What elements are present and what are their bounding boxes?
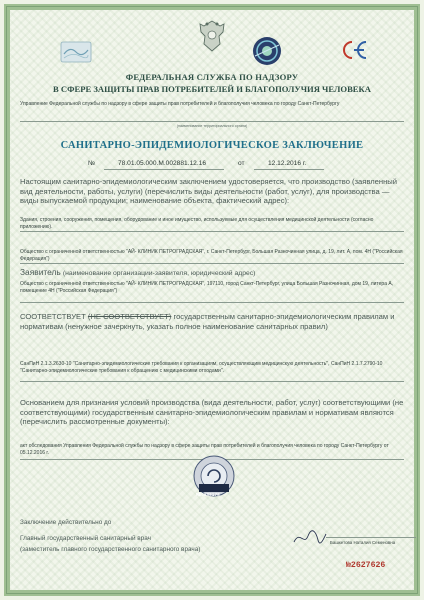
compliance-detail: СанПиН 2.1.3.2630-10 "Санитарно-эпидемиологические требования к организациям, осуществляющим медицинскую деятельность", СанПиН 2.1.7.2790-10 "Санитарно-эпидемиологические требования к обращению с медицинскими отходами".: [20, 361, 383, 374]
intro-detail: Здания, строения, сооружения, помещения, оборудование и иное имущество, используемые для осуществления медицинской деятельности (согласно приложению).: [20, 217, 374, 230]
compliance-text: государственным санитарно-эпидемиологическим правилам и нормативам (ненужное зачеркнуть, указать полное наименование санитарных правил): [20, 312, 395, 331]
basis-text: Основанием для признания условий производства (вида деятельности, работ, услуг) соответствующими (не соответствующими) государственным санитарно-эпидемиологическим правилам и нормативам являются (перечислить рассмотренные документы):: [20, 398, 404, 427]
address-underline: [20, 263, 404, 264]
applicant-heading: [20, 268, 404, 279]
object-address: Общество с ограниченной ответственностью "АЙ- КЛИНИК ПЕТРОГРАДСКАЯ", г. Санкт-Петербург, Большая Разночинная улица, д. 19, лит. А, пом. 4Н ("Российская Федерация"): [20, 249, 403, 262]
compliance-statement: [20, 312, 404, 331]
hologram-seal-icon: [252, 36, 282, 66]
signature-line: [326, 537, 416, 538]
document-number: 78.01.05.000.М.002881.12.16: [118, 160, 206, 167]
applicant-label: Заявитель: [20, 267, 61, 277]
signer-title: Главный государственный санитарный врач: [20, 535, 151, 542]
number-underline: [104, 169, 224, 170]
number-sign: №: [88, 160, 96, 167]
document-title: САНИТАРНО-ЭПИДЕМИОЛОГИЧЕСКОЕ ЗАКЛЮЧЕНИЕ: [60, 140, 364, 151]
intro-underline: [20, 231, 404, 232]
authority-caption: (наименование территориального органа): [176, 124, 248, 128]
authority-underline: [20, 121, 404, 122]
form-serial-number: №2627626: [346, 561, 386, 570]
signer-name: Башкетова Наталия Семеновна: [330, 540, 396, 545]
compliance-underline: [20, 381, 404, 382]
validity-label: Заключение действительно до: [20, 519, 112, 526]
agency-name-line2: В СФЕРЕ ЗАЩИТЫ ПРАВ ПОТРЕБИТЕЛЕЙ И БЛАГОПОЛУЧИЯ ЧЕЛОВЕКА: [53, 84, 371, 94]
applicant-underline: [20, 302, 404, 303]
stamp-code: МЕ0888178: [196, 493, 220, 498]
intro-text: Настоящим санитарно-эпидемиологическим заключением удостоверяется, что производство (заявленный вид деятельности, работы, услуги) (перечислить виды деятельности (работ, услуг), для производства — виды выпускаемой продукции; наименование объекта, фактический адрес):: [20, 177, 397, 206]
applicant-label-note: (наименование организации-заявителя, юридический адрес): [62, 270, 256, 277]
document-date: 12.12.2016 г.: [268, 160, 307, 167]
agency-name-line1: ФЕДЕРАЛЬНАЯ СЛУЖБА ПО НАДЗОРУ: [125, 72, 299, 82]
date-underline: [254, 169, 324, 170]
date-label: от: [238, 160, 245, 167]
security-stamp-icon: [192, 454, 236, 498]
applicant-details: Общество с ограниченной ответственностью "АЙ- КЛИНИК ПЕТРОГРАДСКАЯ", 197110, город Санкт-Петербург, улица Большая Разночинная, дом 19, литера А, помещение 4Н ("Российская Федерация"): [20, 281, 394, 294]
se-logo-icon: [340, 36, 370, 64]
compliance-word: СООТВЕТСТВУЕТ: [20, 312, 86, 321]
basis-detail: акт обследования Управления Федеральной службы по надзору в сфере защиты прав потребителей и благополучия человека по городу Санкт-Петербургу от 05.12.2016 г.: [20, 443, 389, 456]
coat-of-arms-icon: [196, 18, 228, 54]
territorial-authority: Управление Федеральной службы по надзору в сфере защиты прав потребителей и благополучия человека по городу Санкт-Петербургу: [20, 101, 340, 107]
handwritten-signature-icon: [292, 528, 328, 548]
hologram-sticker-icon: [60, 40, 92, 64]
signer-title-deputy: (заместитель главного государственного санитарного врача): [20, 546, 201, 553]
noncompliance-word-struck: (НЕ СООТВЕТСТВУЕТ): [87, 312, 172, 321]
